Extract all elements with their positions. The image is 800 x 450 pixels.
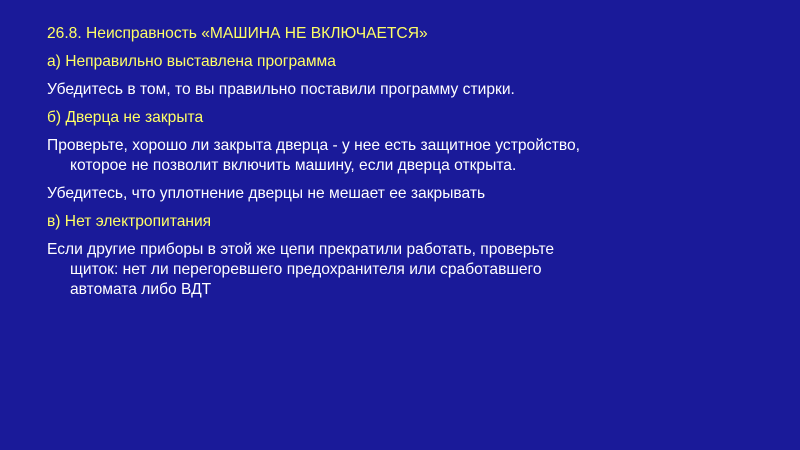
section-b-text1-line2: которое не позволит включить машину, если дверца открыта. [70, 157, 517, 174]
section-c-heading: в) Нет электропитания [47, 213, 212, 230]
slide-title: 26.8. Неисправность «МАШИНА НЕ ВКЛЮЧАЕТСЯ» [47, 25, 428, 42]
section-c-text-line3: автомата либо ВДТ [70, 281, 212, 298]
section-a-heading: а) Неправильно выставлена программа [47, 53, 336, 70]
section-b-text1-line1: Проверьте, хорошо ли закрыта дверца - у нее есть защитное устройство, [47, 137, 580, 154]
section-a-text: Убедитесь в том, то вы правильно поставили программу стирки. [47, 81, 515, 98]
section-c-text-line1: Если другие приборы в этой же цепи прекратили работать, проверьте [47, 241, 555, 258]
section-b-heading: б) Дверца не закрыта [47, 109, 204, 126]
section-c-text-line2: щиток: нет ли перегоревшего предохранителя или сработавшего [70, 261, 542, 278]
slide-content [47, 24, 767, 300]
section-b-text2: Убедитесь, что уплотнение дверцы не мешает ее закрывать [47, 185, 486, 202]
